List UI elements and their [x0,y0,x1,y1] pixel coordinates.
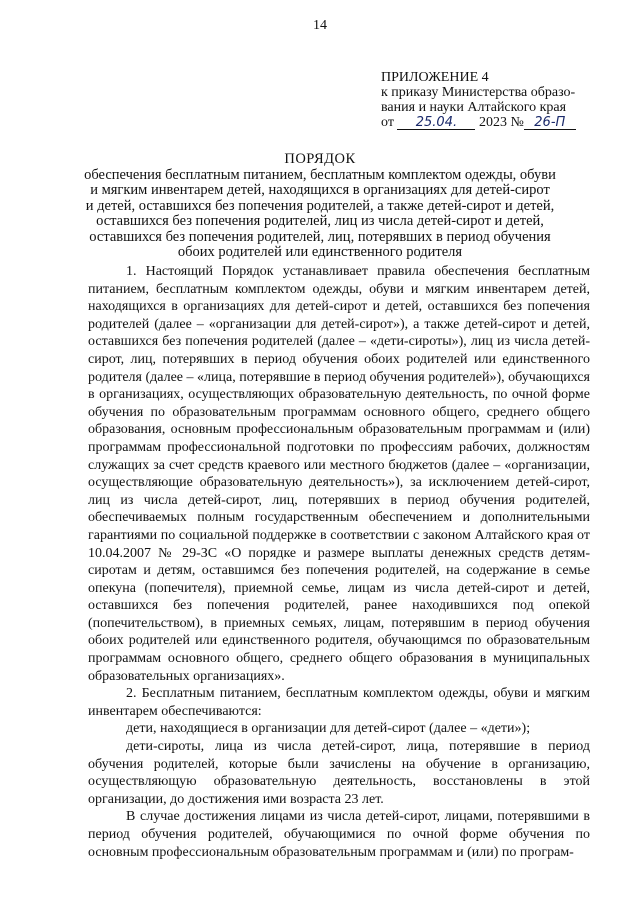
title-line: оставшихся без попечения родителей, лиц из числа детей-сирот и детей, [96,213,544,229]
handwritten-date: 25.04. [397,116,475,130]
appendix-line-1: к приказу Министерства образо- [381,85,576,100]
title-line: и мягким инвентарем детей, находящихся в организациях для детей-сирот [90,182,550,198]
paragraph-2: 2. Бесплатным питанием, бесплатным комплектом одежды, обуви и мягким инвентарем обеспечиваются: [88,686,590,719]
appendix-line-2: вания и науки Алтайского края [381,100,567,115]
title-line: обоих родителей или единственного родителя [177,244,463,260]
title-line: обеспечения бесплатным питанием, бесплатным комплектом одежды, обуви [84,166,556,183]
page-number: 14 [313,18,327,33]
paragraph-1: 1. Настоящий Порядок устанавливает правила обеспечения бесплатным питанием, бесплатным комплектом одежды, обуви и мягким инвентарем детей, находящихся в организациях для детей-сирот и детей, оставшихся без попечения родителей (далее – «организации для детей-сирот»), а также детей-сирот и детей, оставшихся без попечения родителей (далее – «дети-сироты»), лиц из числа детей-сирот, лиц, потерявших в период обучения обоих родителей или единственного родителя (далее – «лица, потерявшие в период обучения родителей»), обучающихся в организациях, осуществляющих образовательную деятельность, по очной форме обучения по образовательным программам основного общего, среднего общего образования, основным профессиональным образовательным программам и (или) программам профессиональной подготовки по профессиям рабочих, должностям служащих за счет средств краевого или местного бюджетов (далее – «организации, осуществляющие образовательную деятельность»), за исключением детей-сирот, лиц из числа детей-сирот, лиц, потерявших в период обучения родителей, обеспечиваемых полным государственным обеспечением и дополнительными гарантиями по социальной поддержке в соответствии с законом Алтайского края от 10.04.2007 № 29-ЗС «О порядке и размере выплаты денежных средств детям-сиротам и детям, оставшимся без попечения родителей, на содержание в семье опекуна (попечителя), приемной семье, лицам из числа детей-сирот и детей, оставшихся без попечения родителей, ранее находившихся под опекой (попечительством), в приемных семьях, лицам, потерявшим в период обучения обоих родителей или единственного родителя, обучающимся по образовательным программам основного общего, среднего общего образования в муниципальных образовательных организациях». [88,264,590,684]
document-title [60,152,580,261]
appendix-title: ПРИЛОЖЕНИЕ 4 [381,70,489,85]
year-text: 2023 № [478,115,524,130]
paragraph-3: дети, находящиеся в организации для детей-сирот (далее – «дети»); [126,721,531,737]
title-heading: ПОРЯДОК [284,151,356,167]
paragraph-4: дети-сироты, лица из числа детей-сирот, лица, потерявшие в период обучения родителей, которые были зачислены на обучение в организацию, осуществляющую образовательную деятельность, восстановлены в этой организации, до достижения ими возраста 23 лет. [88,739,590,807]
handwritten-number: 26-П [524,116,576,130]
title-line: и детей, оставшихся без попечения родителей, а также детей-сирот и детей, [85,197,555,214]
appendix-block [381,70,576,130]
date-prefix: от [381,115,394,130]
document-body [88,263,590,861]
appendix-date-line [381,115,576,130]
title-line: оставшихся без попечения родителей, лиц, потерявших в период обучения [89,228,551,245]
paragraph-5: В случае достижения лицами из числа детей-сирот, лицами, потерявшими в период обучения родителей, обучающимися по очной форме обучения по основным профессиональным образовательным программам и (или) по програм- [88,809,590,860]
